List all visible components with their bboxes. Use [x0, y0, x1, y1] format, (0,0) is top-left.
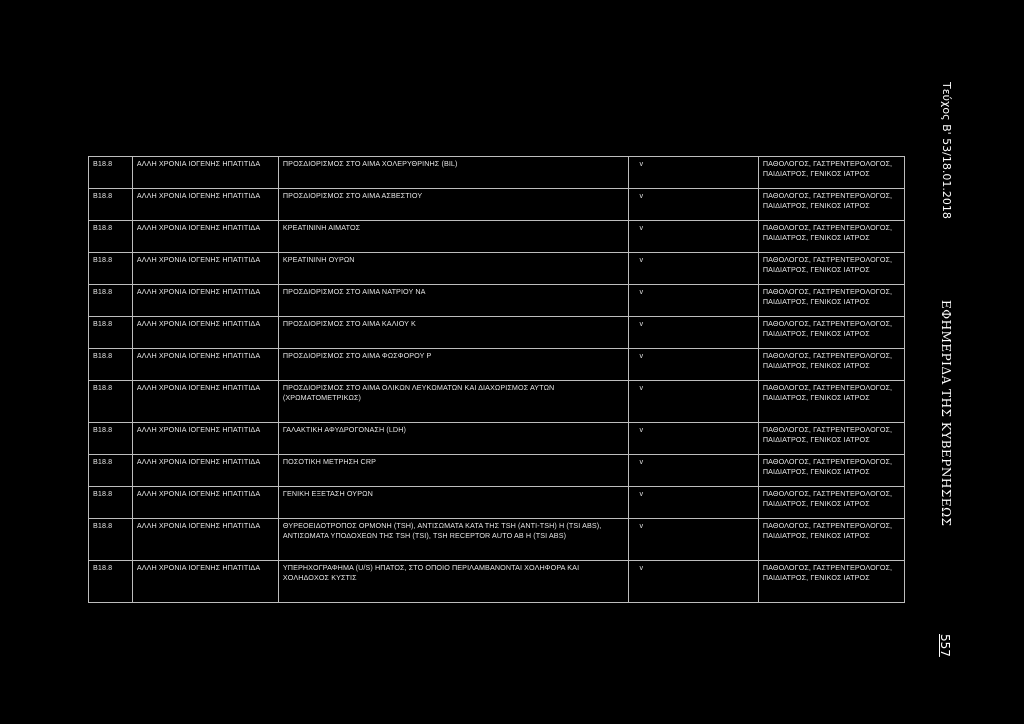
cell-specialty — [758, 487, 904, 519]
specialty-line: ΠΑΘΟΛΟΓΟΣ, ΓΑΣΤΡΕΝΤΕΡΟΛΟΓΟΣ, — [762, 319, 893, 328]
specialty-line: ΠΑΘΟΛΟΓΟΣ, ΓΑΣΤΡΕΝΤΕΡΟΛΟΓΟΣ, — [762, 425, 893, 434]
table-row — [89, 487, 905, 519]
cell-exam: ΠΡΟΣΔΙΟΡΙΣΜΟΣ ΣΤΟ ΑΙΜΑ ΝΑΤΡΙΟΥ ΝΑ — [278, 285, 629, 317]
specialty-line: ΠΑΘΟΛΟΓΟΣ, ΓΑΣΤΡΕΝΤΕΡΟΛΟΓΟΣ, — [762, 255, 893, 264]
table-row — [89, 561, 905, 603]
cell-exam: ΠΡΟΣΔΙΟΡΙΣΜΟΣ ΣΤΟ ΑΙΜΑ ΦΩΣΦΟΡΟΥ P — [278, 349, 629, 381]
cell-mark: v — [629, 317, 758, 349]
table-row — [89, 285, 905, 317]
cell-exam: ΘΥΡΕΟΕΙΔΟΤΡΟΠΟΣ ΟΡΜΟΝΗ (TSH), ΑΝΤΙΣΩΜΑΤΑ ΚΑΤΑ ΤΗΣ TSH (ANTI-TSH) Η (TSI ABS), ΑΝΤΙΣΩΜΑΤΑ ΥΠΟΔΟΧΕΩΝ ΤΗΣ TSH (TSI), TSH RECEPTOR AUTO AB Η (TSI ABS) — [278, 519, 629, 561]
specialty-line: ΠΑΙΔΙΑΤΡΟΣ, ΓΕΝΙΚΟΣ ΙΑΤΡΟΣ — [762, 531, 870, 540]
cell-mark: v — [629, 285, 758, 317]
cell-code: B18.8 — [89, 157, 133, 189]
cell-disease: ΑΛΛΗ ΧΡΟΝΙΑ ΙΟΓΕΝΗΣ ΗΠΑΤΙΤΙΔΑ — [132, 189, 278, 221]
cell-exam: ΚΡΕΑΤΙΝΙΝΗ ΟΥΡΩΝ — [278, 253, 629, 285]
cell-exam: ΥΠΕΡΗΧΟΓΡΑΦΗΜΑ (U/S) ΗΠΑΤΟΣ, ΣΤΟ ΟΠΟΙΟ ΠΕΡΙΛΑΜΒΑΝΟΝΤΑΙ ΧΟΛΗΦΟΡΑ ΚΑΙ ΧΟΛΗΔΟΧΟΣ ΚΥΣΤΙΣ — [278, 561, 629, 603]
cell-specialty — [758, 189, 904, 221]
cell-mark: v — [629, 253, 758, 285]
cell-exam: ΠΡΟΣΔΙΟΡΙΣΜΟΣ ΣΤΟ ΑΙΜΑ ΚΑΛΙΟΥ Κ — [278, 317, 629, 349]
specialty-line: ΠΑΘΟΛΟΓΟΣ, ΓΑΣΤΡΕΝΤΕΡΟΛΟΓΟΣ, — [762, 351, 893, 360]
cell-disease: ΑΛΛΗ ΧΡΟΝΙΑ ΙΟΓΕΝΗΣ ΗΠΑΤΙΤΙΔΑ — [132, 561, 278, 603]
specialty-line: ΠΑΙΔΙΑΤΡΟΣ, ΓΕΝΙΚΟΣ ΙΑΤΡΟΣ — [762, 467, 870, 476]
cell-exam: ΠΟΣΟΤΙΚΗ ΜΕΤΡΗΣΗ CRP — [278, 455, 629, 487]
cell-disease: ΑΛΛΗ ΧΡΟΝΙΑ ΙΟΓΕΝΗΣ ΗΠΑΤΙΤΙΔΑ — [132, 487, 278, 519]
cell-code: B18.8 — [89, 487, 133, 519]
cell-exam: ΠΡΟΣΔΙΟΡΙΣΜΟΣ ΣΤΟ ΑΙΜΑ ΑΣΒΕΣΤΙΟΥ — [278, 189, 629, 221]
cell-mark: v — [629, 455, 758, 487]
cell-code: B18.8 — [89, 253, 133, 285]
cell-code: B18.8 — [89, 221, 133, 253]
exams-table-body — [89, 157, 905, 603]
specialty-line: ΠΑΙΔΙΑΤΡΟΣ, ΓΕΝΙΚΟΣ ΙΑΤΡΟΣ — [762, 499, 870, 508]
specialty-line: ΠΑΘΟΛΟΓΟΣ, ΓΑΣΤΡΕΝΤΕΡΟΛΟΓΟΣ, — [762, 489, 893, 498]
gazette-title: ΕΦΗΜΕΡΙΔΑ ΤΗΣ ΚΥΒΕΡΝΗΣΕΩΣ — [939, 300, 953, 527]
cell-specialty — [758, 455, 904, 487]
table-row — [89, 455, 905, 487]
table-row — [89, 221, 905, 253]
cell-disease: ΑΛΛΗ ΧΡΟΝΙΑ ΙΟΓΕΝΗΣ ΗΠΑΤΙΤΙΔΑ — [132, 157, 278, 189]
specialty-line: ΠΑΘΟΛΟΓΟΣ, ΓΑΣΤΡΕΝΤΕΡΟΛΟΓΟΣ, — [762, 521, 893, 530]
cell-mark: v — [629, 381, 758, 423]
page-number: 557 — [938, 634, 952, 657]
cell-mark: v — [629, 561, 758, 603]
cell-mark: v — [629, 423, 758, 455]
specialty-line: ΠΑΘΟΛΟΓΟΣ, ΓΑΣΤΡΕΝΤΕΡΟΛΟΓΟΣ, — [762, 383, 893, 392]
specialty-line: ΠΑΙΔΙΑΤΡΟΣ, ΓΕΝΙΚΟΣ ΙΑΤΡΟΣ — [762, 201, 870, 210]
specialty-line: ΠΑΙΔΙΑΤΡΟΣ, ΓΕΝΙΚΟΣ ΙΑΤΡΟΣ — [762, 435, 870, 444]
cell-specialty — [758, 253, 904, 285]
cell-code: B18.8 — [89, 381, 133, 423]
cell-code: B18.8 — [89, 423, 133, 455]
table-row — [89, 519, 905, 561]
table-row — [89, 381, 905, 423]
table-row — [89, 157, 905, 189]
cell-specialty — [758, 317, 904, 349]
cell-code: B18.8 — [89, 317, 133, 349]
specialty-line: ΠΑΙΔΙΑΤΡΟΣ, ΓΕΝΙΚΟΣ ΙΑΤΡΟΣ — [762, 233, 870, 242]
cell-exam: ΠΡΟΣΔΙΟΡΙΣΜΟΣ ΣΤΟ ΑΙΜΑ ΧΟΛΕΡΥΘΡΙΝΗΣ (BIL) — [278, 157, 629, 189]
cell-specialty — [758, 381, 904, 423]
cell-mark: v — [629, 487, 758, 519]
table-row — [89, 349, 905, 381]
cell-specialty — [758, 561, 904, 603]
specialty-line: ΠΑΙΔΙΑΤΡΟΣ, ΓΕΝΙΚΟΣ ΙΑΤΡΟΣ — [762, 329, 870, 338]
cell-disease: ΑΛΛΗ ΧΡΟΝΙΑ ΙΟΓΕΝΗΣ ΗΠΑΤΙΤΙΔΑ — [132, 349, 278, 381]
cell-exam: ΓΕΝΙΚΗ ΕΞΕΤΑΣΗ ΟΥΡΩΝ — [278, 487, 629, 519]
cell-specialty — [758, 423, 904, 455]
cell-mark: v — [629, 519, 758, 561]
cell-specialty — [758, 221, 904, 253]
cell-code: B18.8 — [89, 519, 133, 561]
specialty-line: ΠΑΘΟΛΟΓΟΣ, ΓΑΣΤΡΕΝΤΕΡΟΛΟΓΟΣ, — [762, 191, 893, 200]
cell-specialty — [758, 157, 904, 189]
specialty-line: ΠΑΘΟΛΟΓΟΣ, ΓΑΣΤΡΕΝΤΕΡΟΛΟΓΟΣ, — [762, 563, 893, 572]
cell-disease: ΑΛΛΗ ΧΡΟΝΙΑ ΙΟΓΕΝΗΣ ΗΠΑΤΙΤΙΔΑ — [132, 455, 278, 487]
cell-mark: v — [629, 221, 758, 253]
specialty-line: ΠΑΘΟΛΟΓΟΣ, ΓΑΣΤΡΕΝΤΕΡΟΛΟΓΟΣ, — [762, 287, 893, 296]
cell-code: B18.8 — [89, 349, 133, 381]
specialty-line: ΠΑΘΟΛΟΓΟΣ, ΓΑΣΤΡΕΝΤΕΡΟΛΟΓΟΣ, — [762, 159, 893, 168]
exams-table — [88, 156, 905, 603]
table-row — [89, 253, 905, 285]
cell-code: B18.8 — [89, 561, 133, 603]
specialty-line: ΠΑΘΟΛΟΓΟΣ, ΓΑΣΤΡΕΝΤΕΡΟΛΟΓΟΣ, — [762, 223, 893, 232]
cell-code: B18.8 — [89, 285, 133, 317]
cell-specialty — [758, 285, 904, 317]
cell-disease: ΑΛΛΗ ΧΡΟΝΙΑ ΙΟΓΕΝΗΣ ΗΠΑΤΙΤΙΔΑ — [132, 317, 278, 349]
specialty-line: ΠΑΙΔΙΑΤΡΟΣ, ΓΕΝΙΚΟΣ ΙΑΤΡΟΣ — [762, 361, 870, 370]
specialty-line: ΠΑΘΟΛΟΓΟΣ, ΓΑΣΤΡΕΝΤΕΡΟΛΟΓΟΣ, — [762, 457, 893, 466]
cell-specialty — [758, 349, 904, 381]
cell-disease: ΑΛΛΗ ΧΡΟΝΙΑ ΙΟΓΕΝΗΣ ΗΠΑΤΙΤΙΔΑ — [132, 423, 278, 455]
cell-disease: ΑΛΛΗ ΧΡΟΝΙΑ ΙΟΓΕΝΗΣ ΗΠΑΤΙΤΙΔΑ — [132, 285, 278, 317]
cell-disease: ΑΛΛΗ ΧΡΟΝΙΑ ΙΟΓΕΝΗΣ ΗΠΑΤΙΤΙΔΑ — [132, 253, 278, 285]
cell-code: B18.8 — [89, 455, 133, 487]
cell-specialty — [758, 519, 904, 561]
issue-reference: Τεύχος Β' 53/18.01.2018 — [940, 82, 953, 219]
table-row — [89, 189, 905, 221]
specialty-line: ΠΑΙΔΙΑΤΡΟΣ, ΓΕΝΙΚΟΣ ΙΑΤΡΟΣ — [762, 393, 870, 402]
cell-exam: ΓΑΛΑΚΤΙΚΗ ΑΦΥΔΡΟΓΟΝΑΣΗ (LDH) — [278, 423, 629, 455]
cell-code: B18.8 — [89, 189, 133, 221]
cell-mark: v — [629, 157, 758, 189]
specialty-line: ΠΑΙΔΙΑΤΡΟΣ, ΓΕΝΙΚΟΣ ΙΑΤΡΟΣ — [762, 169, 870, 178]
table-row — [89, 423, 905, 455]
specialty-line: ΠΑΙΔΙΑΤΡΟΣ, ΓΕΝΙΚΟΣ ΙΑΤΡΟΣ — [762, 573, 870, 582]
cell-exam: ΠΡΟΣΔΙΟΡΙΣΜΟΣ ΣΤΟ ΑΙΜΑ ΟΛΙΚΩΝ ΛΕΥΚΩΜΑΤΩΝ ΚΑΙ ΔΙΑΧΩΡΙΣΜΟΣ ΑΥΤΩΝ (ΧΡΩΜΑΤΟΜΕΤΡΙΚΩΣ) — [278, 381, 629, 423]
cell-mark: v — [629, 349, 758, 381]
specialty-line: ΠΑΙΔΙΑΤΡΟΣ, ΓΕΝΙΚΟΣ ΙΑΤΡΟΣ — [762, 297, 870, 306]
cell-exam: ΚΡΕΑΤΙΝΙΝΗ ΑΙΜΑΤΟΣ — [278, 221, 629, 253]
cell-disease: ΑΛΛΗ ΧΡΟΝΙΑ ΙΟΓΕΝΗΣ ΗΠΑΤΙΤΙΔΑ — [132, 381, 278, 423]
table-row — [89, 317, 905, 349]
cell-mark: v — [629, 189, 758, 221]
specialty-line: ΠΑΙΔΙΑΤΡΟΣ, ΓΕΝΙΚΟΣ ΙΑΤΡΟΣ — [762, 265, 870, 274]
cell-disease: ΑΛΛΗ ΧΡΟΝΙΑ ΙΟΓΕΝΗΣ ΗΠΑΤΙΤΙΔΑ — [132, 221, 278, 253]
cell-disease: ΑΛΛΗ ΧΡΟΝΙΑ ΙΟΓΕΝΗΣ ΗΠΑΤΙΤΙΔΑ — [132, 519, 278, 561]
